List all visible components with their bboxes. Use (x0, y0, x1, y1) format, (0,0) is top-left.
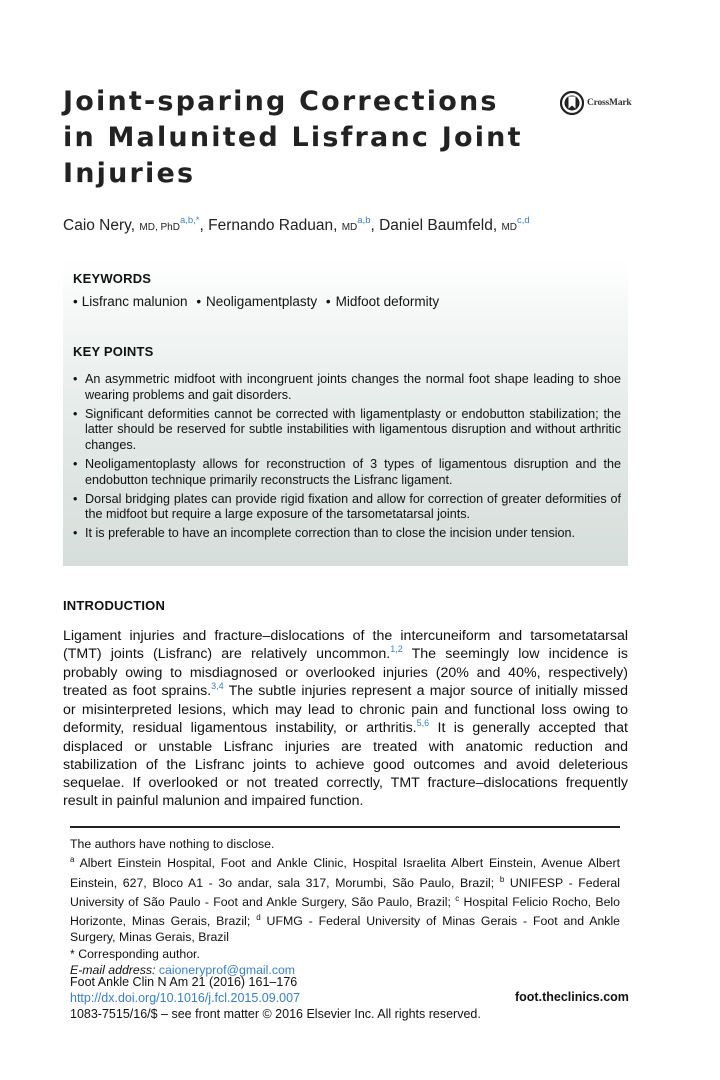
affiliation-mark: c (455, 893, 460, 903)
disclosure: The authors have nothing to disclose. (70, 837, 275, 851)
author-name: Daniel Baumfeld, (379, 217, 498, 234)
key-point-text: It is preferable to have an incomplete correction than to close the incision under tension. (85, 526, 576, 541)
author-degree: MD, PhD (139, 222, 180, 233)
introduction-paragraph (63, 627, 628, 810)
intro-sentence: Ligament injuries and fracture–dislocations of the intercuneiform and tarsometatarsal (TMT) joints (Lisfranc) are relatively uncommon. (63, 628, 628, 662)
author-affiliation-link[interactable]: c,d (517, 215, 530, 226)
affiliations (70, 852, 620, 945)
article-title: Joint-sparing Corrections in Malunited Lisfranc Joint Injuries (63, 86, 523, 189)
keyword: Lisfranc malunion (81, 294, 188, 309)
introduction-heading: INTRODUCTION (63, 598, 166, 613)
key-point-text: An asymmetric midfoot with incongruent joints changes the normal foot shape leading to shoe wearing problems and gait disorders. (85, 372, 621, 402)
doi-link[interactable]: http://dx.doi.org/10.1016/j.fcl.2015.09.007 (70, 991, 301, 1006)
bullet: • (73, 294, 78, 309)
key-point: • It is preferable to have an incomplete correction than to close the incision under tension. (73, 526, 576, 541)
email-label: E-mail address: (70, 962, 156, 977)
key-point-text: Neoligamentoplasty allows for reconstruction of 3 types of ligamentous disruption and the endobutton technique primarily reconstructs the Lisfranc ligament. (85, 456, 621, 487)
journal-citation: Foot Ankle Clin N Am 21 (2016) 161–176 (70, 975, 298, 989)
reference-link[interactable]: 1,2 (390, 644, 403, 654)
author-separator: , (370, 217, 380, 234)
affiliation-c: Hospital Felicio Rocho, Belo Horizonte, Minas Gerais, Brazil; (70, 894, 621, 929)
key-point: • An asymmetric midfoot with incongruent joints changes the normal foot shape leading to shoe wearing problems and gait disorders. (73, 372, 621, 402)
author-name: Fernando Raduan, (208, 217, 338, 234)
journal-site-link[interactable]: foot.theclinics.com (515, 990, 629, 1004)
crossmark-badge[interactable] (560, 90, 631, 116)
reference-link[interactable]: 3,4 (211, 681, 224, 691)
key-point: • Neoligamentoplasty allows for reconstruction of 3 types of ligamentous disruption and the endobutton technique primarily reconstructs the Lisfranc ligament. (73, 456, 621, 487)
affiliation-a: Albert Einstein Hospital, Foot and Ankle Clinic, Hospital Israelita Albert Einstein, Avenue Albert Einstein, 627, Bloco A1 - 3o andar, sala 317, Morumbi, São Paulo, Brazil; (70, 856, 620, 890)
affiliation-b: UNIFESP - Federal University of São Paulo - Foot and Ankle Surgery, São Paulo, Brazil; (70, 875, 620, 909)
key-point-text: Significant deformities cannot be corrected with ligamentplasty or endobutton stabilization; the latter should be reserved for subtle instabilities with ligamentous disruption and without arthritic changes. (85, 406, 621, 453)
key-point: • Dorsal bridging plates can provide rigid fixation and allow for correction of greater deformities of the midfoot but require a large exposure of the tarsometatarsal joints. (73, 491, 621, 522)
email-link[interactable]: caioneryprof@gmail.com (158, 962, 296, 977)
keywords-keypoints-box (63, 258, 628, 566)
affiliation-mark: a (70, 855, 75, 865)
keywords-heading: KEYWORDS (73, 271, 152, 286)
author-separator: , (199, 217, 209, 234)
author-name: Caio Nery, (63, 217, 136, 234)
crossmark-icon (560, 91, 584, 115)
affiliation-d: UFMG - Federal University of Minas Gerais - Foot and Ankle Surgery, Minas Gerais, Brazil (70, 914, 621, 945)
author-affiliation-link[interactable]: a,b (357, 215, 371, 226)
corresponding-author: * Corresponding author. (70, 946, 200, 961)
footnotes (70, 836, 620, 978)
key-point-text: Dorsal bridging plates can provide rigid fixation and allow for correction of greater deformities of the midfoot but require a large exposure of the tarsometatarsal joints. (85, 491, 621, 522)
key-points-heading: KEY POINTS (73, 344, 154, 359)
issn-copyright: 1083-7515/16/$ – see front matter © 2016 Elsevier Inc. All rights reserved. (70, 1007, 481, 1022)
citation-block (70, 974, 481, 1023)
key-point: • Significant deformities cannot be corrected with ligamentplasty or endobutton stabilization; the latter should be reserved for subtle instabilities with ligamentous disruption and without arthritic changes. (73, 406, 621, 453)
author-degree: MD (501, 222, 518, 233)
footnote-divider (70, 826, 620, 828)
keyword: Midfoot deformity (335, 294, 440, 309)
intro-sentence: The seemingly low incidence is probably owing to misdiagnosed or overlooked injuries (20% and 40%, respectively) treated as foot sprains. (63, 646, 628, 699)
bullet: • (196, 294, 202, 309)
keyword: Neoligamentplasty (206, 294, 318, 309)
intro-sentence: The subtle injuries represent a major source of initially missed or misinterpreted lesions, which may lead to chronic pain and functional loss owing to deformity, residual ligamentous instability, or arthritis. (63, 683, 628, 736)
author-affiliation-link[interactable]: a,b,* (179, 215, 200, 226)
author-degree: MD (341, 222, 358, 233)
affiliation-mark: b (499, 874, 505, 884)
crossmark-label: CrossMark (587, 98, 632, 108)
reference-link[interactable]: 5,6 (416, 718, 430, 728)
keywords-list (73, 294, 439, 309)
author-list (63, 217, 663, 235)
intro-sentence: It is generally accepted that displaced or unstable Lisfranc injuries are treated with anatomic reduction and stabilization of the Lisfranc joints to achieve good outcomes and avoid deleterious sequelae. If overlooked or not treated correctly, TMT fracture–dislocations frequently result in painful malunion and impaired function. (63, 720, 628, 809)
key-points-list (73, 372, 621, 545)
affiliation-mark: d (256, 913, 261, 923)
bullet: • (325, 294, 331, 309)
